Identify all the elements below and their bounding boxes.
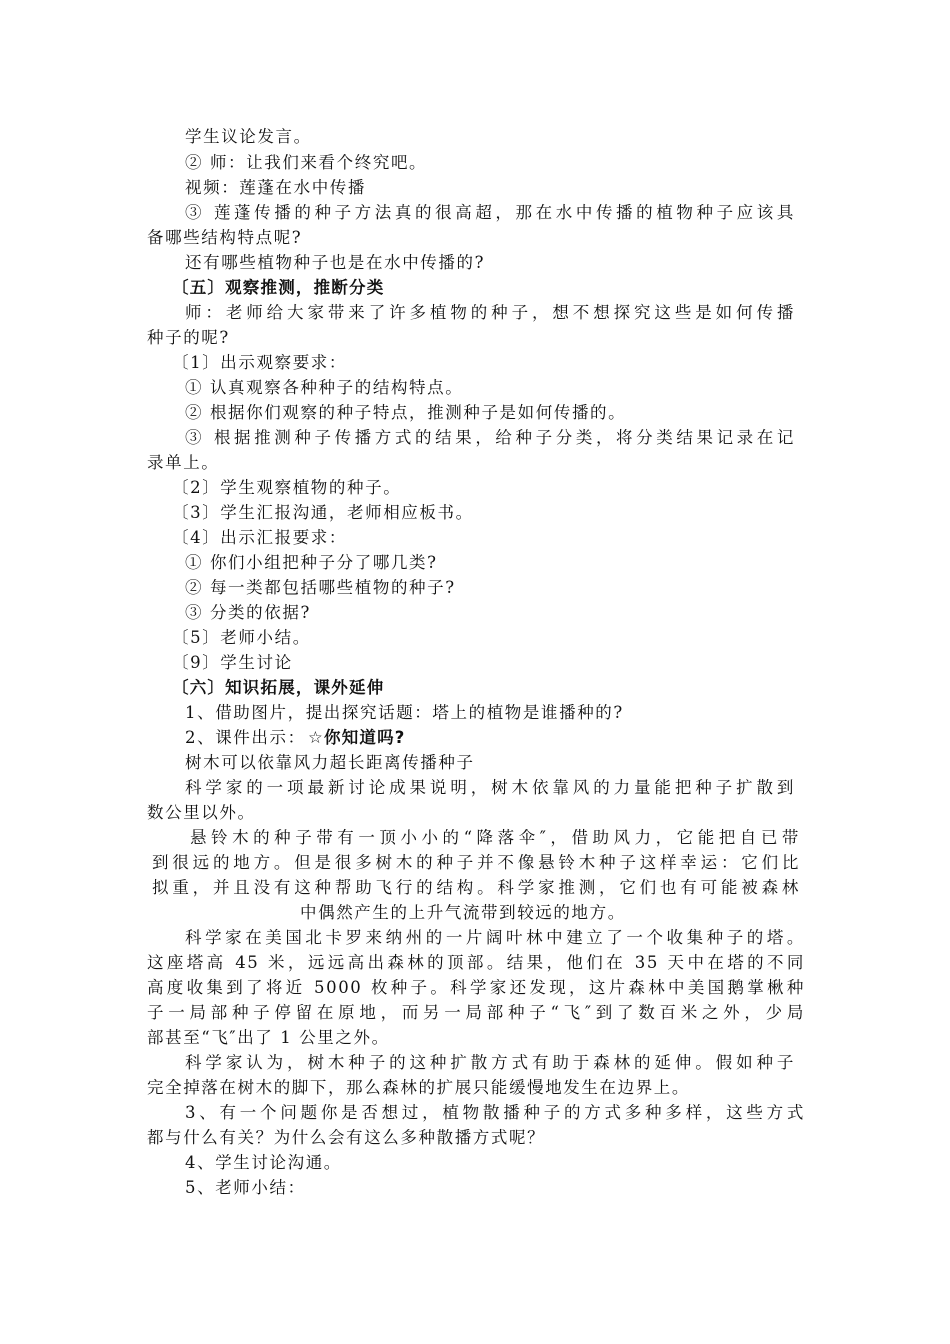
text-line: 4、学生讨论沟通。 [185, 1153, 342, 1172]
text-line: ① 认真观察各种种子的结构特点。 [185, 378, 464, 397]
text-line: 种子的呢? [147, 328, 230, 347]
text-line: ③ 分类的依据? [185, 603, 311, 622]
text-line: 2、课件出示： [185, 728, 306, 747]
section-heading: 〔六〕知识拓展，课外延伸 [172, 678, 385, 697]
section-heading: 〔五〕观察推测，推断分类 [172, 278, 385, 297]
text-line: 高度收集到了将近 5000 枚种子。科学家还发现，这片森林中美国鹅掌楸种 [147, 978, 805, 997]
text-line: 5、老师小结： [185, 1178, 306, 1197]
text-line: 子一局部种子停留在原地，而另一局部种子“飞″到了数百米之外，少局 [147, 1003, 805, 1022]
text-line: 科学家的一项最新讨论成果说明，树木依靠风的力量能把种子扩散到 [185, 778, 795, 797]
text-line: ③ 莲蓬传播的种子方法真的很高超，那在水中传播的植物种子应该具 [185, 203, 795, 222]
text-line: 〔3〕学生汇报沟通，老师相应板书。 [172, 503, 474, 522]
text-line: 〔9〕学生讨论 [172, 653, 293, 672]
text-line: 科学家认为，树木种子的这种扩散方式有助于森林的延伸。假如种子 [185, 1053, 795, 1072]
text-line: 悬铃木的种子带有一顶小小的“降落伞″，借助风力，它能把自已带 [190, 828, 800, 847]
text-line: ② 每一类都包括哪些植物的种子? [185, 578, 456, 597]
text-line: 录单上。 [147, 453, 220, 472]
text-line: 〔4〕出示汇报要求： [172, 528, 347, 547]
text-line: 还有哪些植物种子也是在水中传播的? [185, 253, 486, 272]
text-line: 科学家在美国北卡罗来纳州的一片阔叶林中建立了一个收集种子的塔。 [185, 928, 805, 947]
text-line: 数公里以外。 [147, 803, 256, 822]
text-line: 部甚至“飞″出了 1 公里之外。 [147, 1028, 390, 1047]
text-line: 拟重，并且没有这种帮助飞行的结构。科学家推测，它们也有可能被森林 [152, 878, 800, 897]
text-line: 备哪些结构特点呢? [147, 228, 303, 247]
text-line: 3、有一个问题你是否想过，植物散播种子的方式多种多样，这些方式 [185, 1103, 805, 1122]
text-line: 1、借助图片，提出探究话题：塔上的植物是谁播种的? [185, 703, 624, 722]
text-line: 到很远的地方。但是很多树木的种子并不像悬铃木种子这样幸运：它们比 [152, 853, 800, 872]
text-line: ③ 根据推测种子传播方式的结果，给种子分类，将分类结果记录在记 [185, 428, 795, 447]
text-line: 树木可以依靠风力超长距离传播种子 [185, 753, 475, 772]
callout-title: ☆你知道吗? [308, 728, 406, 747]
text-line: 〔5〕老师小结。 [172, 628, 311, 647]
text-line: 〔2〕学生观察植物的种子。 [172, 478, 402, 497]
text-line: ② 师：让我们来看个终究吧。 [185, 153, 428, 172]
text-line: 〔1〕出示观察要求： [172, 353, 347, 372]
text-line: 视频：莲蓬在水中传播 [185, 178, 366, 197]
text-line: 完全掉落在树木的脚下，那么森林的扩展只能缓慢地发生在边界上。 [147, 1078, 690, 1097]
text-line: ② 根据你们观察的种子特点，推测种子是如何传播的。 [185, 403, 627, 422]
text-line: 都与什么有关？为什么会有这么多种散播方式呢？ [147, 1128, 546, 1147]
text-line: ① 你们小组把种子分了哪几类? [185, 553, 438, 572]
text-line: 学生议论发言。 [185, 127, 312, 146]
text-line: 这座塔高 45 米，远远高出森林的顶部。结果，他们在 35 天中在塔的不同 [147, 953, 805, 972]
text-line: 中偶然产生的上升气流带到较远的地方。 [300, 903, 626, 922]
text-line: 师：老师给大家带来了许多植物的种子，想不想探究这些是如何传播 [185, 303, 795, 322]
